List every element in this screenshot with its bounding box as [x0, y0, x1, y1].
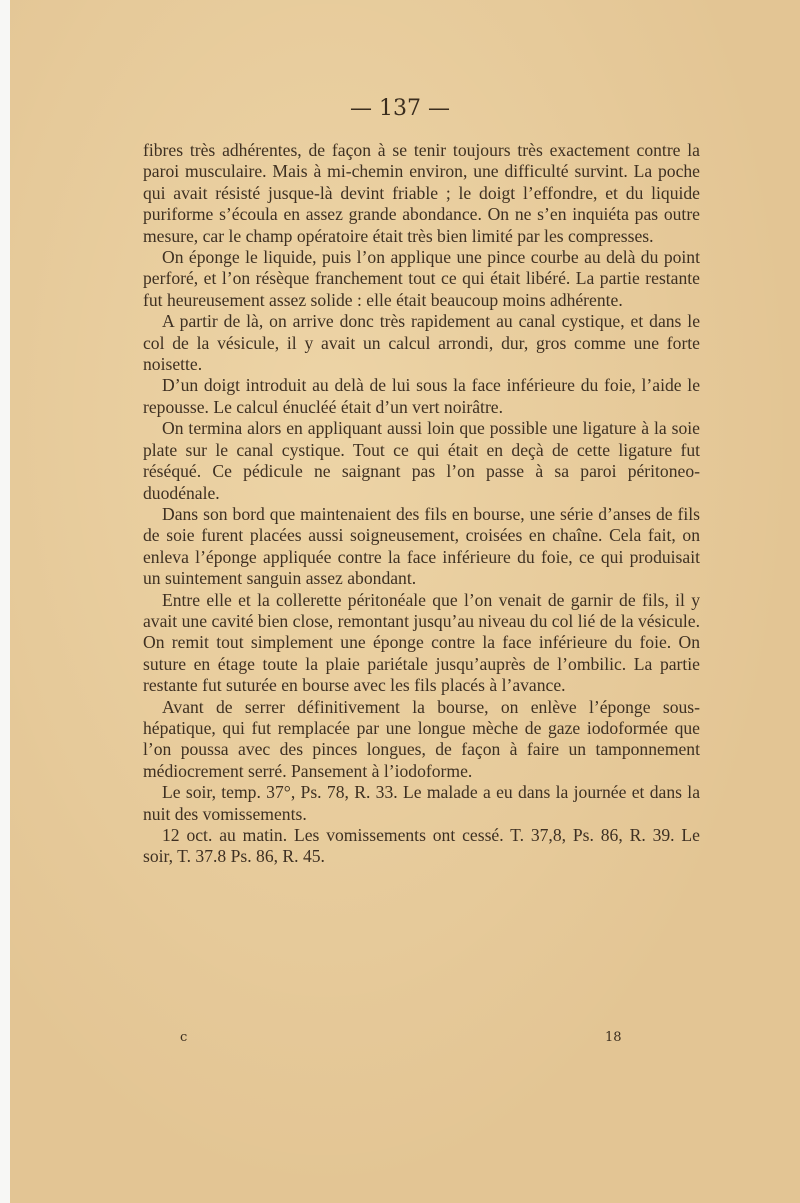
footer [0, 1030, 800, 1052]
signature-mark: c [180, 1030, 188, 1045]
paragraph-10: 12 oct. au matin. Les vomissements ont cessé. T. 37,8, Ps. 86, R. 39. Le soir, T. 37.8 Ps. 86, R. 45. [143, 825, 700, 867]
paragraph-8: Avant de serrer définitivement la bourse, on enlève l’éponge sous-hépatique, qui fut remplacée par une longue mèche de gaze iodoformée que l’on poussa avec des pinces longues, de façon à faire un tamponnement médiocrement serré. Pansement à l’iodoforme. [143, 696, 700, 781]
paragraph-7: Entre elle et la collerette péritonéale que l’on venait de garnir de fils, il y avait une cavité bien close, remontant jusqu’au niveau du col lié de la vésicule. On remit tout simplement une éponge contre la face inférieure du foie. On suture en étage toute la plaie pariétale jusqu’auprès de l’ombilic. La partie restante fut suturée en bourse avec les fils placés à l’avance. [143, 589, 700, 696]
paragraph-2: On éponge le liquide, puis l’on applique une pince courbe au delà du point perforé, et l’on résèque franchement tout ce qui était libéré. La partie restante fut heureusement assez solide : elle était beaucoup moins adhérente. [143, 247, 700, 310]
paragraph-6: Dans son bord que maintenaient des fils en bourse, une série d’anses de fils de soie furent placées aussi soigneusement, croisées en chaîne. Cela fait, on enleva l’éponge appliquée contre la face inférieure du foie, ce qui produisait un suintement sanguin assez abondant. [143, 503, 700, 589]
paragraph-3: A partir de là, on arrive donc très rapidement au canal cystique, et dans le col de la vésicule, il y avait un calcul arrondi, dur, gros comme une forte noisette. [143, 311, 700, 375]
scan-margin [0, 0, 10, 1203]
signature-number: 18 [605, 1030, 622, 1045]
paragraph-5: On termina alors en appliquant aussi loin que possible une ligature à la soie plate sur le canal cystique. Tout ce qui était en deçà de cette ligature fut réséqué. Ce pédicule ne saignant pas l’on passe à sa paroi péritoneo-duodénale. [143, 418, 700, 503]
paragraph-9: Le soir, temp. 37°, Ps. 78, R. 33. Le malade a eu dans la journée et dans la nuit des vomissements. [143, 782, 700, 824]
paragraph-1: fibres très adhérentes, de façon à se tenir toujours très exactement contre la paroi musculaire. Mais à mi-chemin environ, une difficulté survint. La poche qui avait résisté jusque-là devint friable ; le doigt l’effondre, et du liquide puriforme s’écoula en assez grande abondance. On ne s’en inquiéta pas outre mesure, car le champ opératoire était très bien limité par les compresses. [143, 140, 700, 246]
page-number-header: — 137 — [350, 96, 450, 121]
paragraph-4: D’un doigt introduit au delà de lui sous la face inférieure du foie, l’aide le repousse. Le calcul énucléé était d’un vert noirâtre. [143, 375, 700, 417]
body-text [143, 140, 700, 868]
